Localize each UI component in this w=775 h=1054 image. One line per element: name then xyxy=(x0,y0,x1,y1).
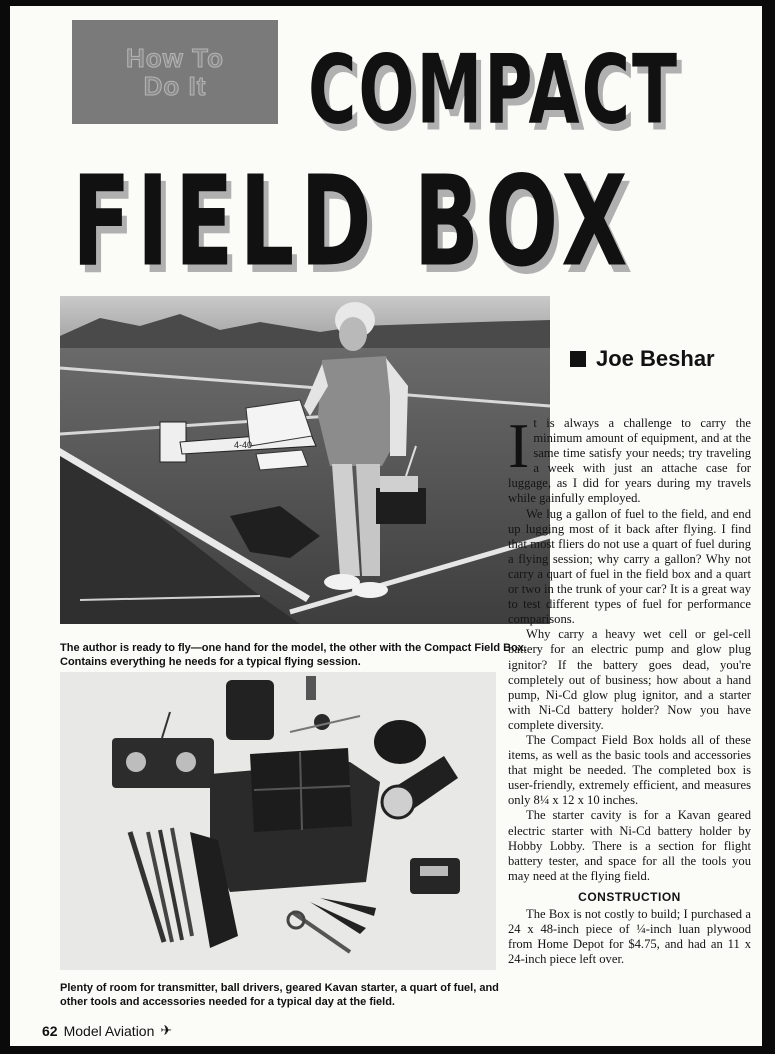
section-heading-construction: CONSTRUCTION xyxy=(578,889,681,904)
byline xyxy=(570,346,715,372)
article-paragraph-2: We lug a gallon of fuel to the field, and end up lugging most of it back after flying. I find that most fliers do not use a quart of fuel during a flying session; why carry a gallon? Why not carry a quart of fuel in the field box and a quart or two in the trunk of your car? It is a great way to test different types of fuel for performance comparisons. xyxy=(508,506,751,627)
title-line-2: FIELD BOX xyxy=(72,150,634,295)
photo1-caption: The author is ready to fly—one hand for the model, the other with the Compact Field Box. Contains everything he needs for a typical flying session. xyxy=(60,642,527,668)
title-line-1: COMPACT xyxy=(308,34,680,146)
magazine-name: Model Aviation xyxy=(63,1022,155,1039)
photo2-caption: Plenty of room for transmitter, ball drivers, geared Kavan starter, a quart of fuel, and other tools and accessories needed for a typical day at the field. xyxy=(60,982,499,1008)
article-paragraph-4: The Compact Field Box holds all of these items, as well as the basic tools and accessories that might be needed. The completed box is user-friendly, extremely efficient, and measures only 8¼ x 12 x 10 inches. xyxy=(508,732,751,808)
page-number: 62 xyxy=(42,1022,58,1039)
airplane-icon: ✈ xyxy=(160,1022,173,1038)
article-paragraph-5: The starter cavity is for a Kavan geared electric starter with Ni-Cd battery holder by Hobby Lobby. There is a section for flight battery tester, and space for all the tools you may need at the flying field. xyxy=(508,808,751,883)
how-to-do-it-badge xyxy=(72,20,278,124)
article-paragraph-1 xyxy=(508,410,751,507)
bullet-square-icon xyxy=(570,351,586,367)
drop-cap: I xyxy=(508,410,530,481)
field-box-contents-photo xyxy=(60,672,496,970)
howto-line-1: How To xyxy=(126,43,224,73)
author-field-photo xyxy=(60,296,550,624)
author-name: Joe Beshar xyxy=(596,346,715,371)
article-paragraph-3: Why carry a heavy wet cell or gel-cell battery for an electric pump and glow plug ignitor? If the battery goes dead, you're completely out of business; how about a hand pump, Ni-Cd glow plug ignitor, and a starter with Ni-Cd battery holder? Now you have complete diversity. xyxy=(508,627,751,732)
howto-line-2: Do It xyxy=(143,71,207,101)
plane-number-label: 4-40 xyxy=(234,440,253,450)
magazine-page xyxy=(10,6,762,1046)
page-footer xyxy=(42,1022,172,1039)
article-paragraph-6: The Box is not costly to build; I purchased a 24 x 48-inch piece of ¼-inch luan plywood from Home Depot for $4.75, and had an 11 x 24-inch piece left over. xyxy=(508,907,751,967)
paragraph-1-text: t is always a challenge to carry the minimum amount of equipment, and at the same time satisfy your needs; try traveling a week with just an attache case for luggage, as I did for years during my travels while gainfully employed. xyxy=(508,416,751,506)
article-body xyxy=(508,410,751,967)
